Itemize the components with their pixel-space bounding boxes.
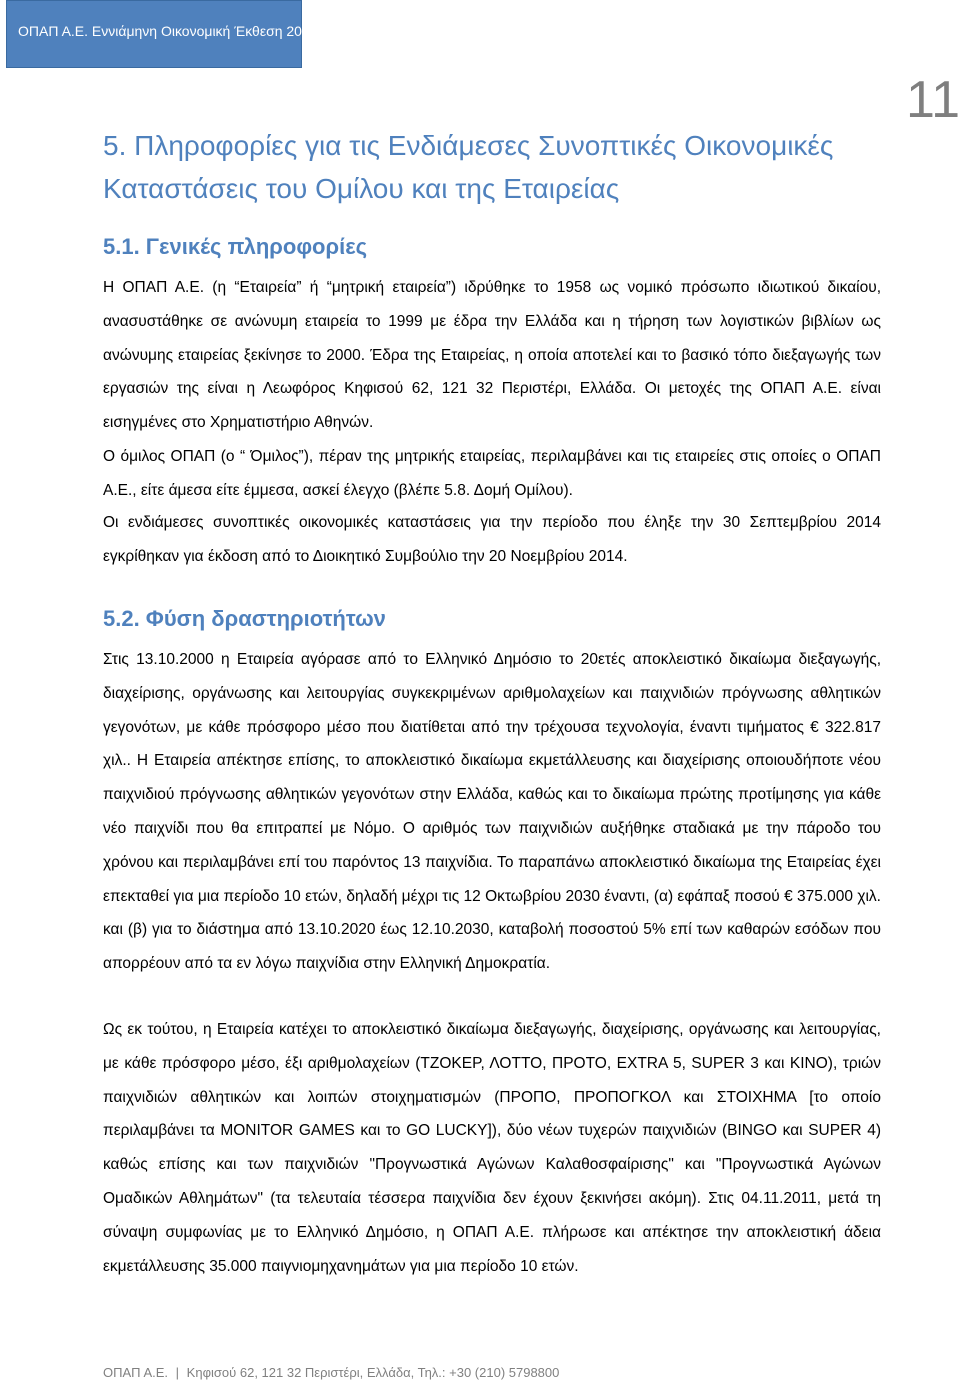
subsection-title-general-info: 5.1. Γενικές πληροφορίες (103, 234, 368, 259)
paragraph-exclusive-right: Στις 13.10.2000 η Εταιρεία αγόρασε από το Ελληνικό Δημόσιο το 20ετές αποκλειστικό δικαίωμα διεξαγωγής, διαχείρισης, οργάνωσης και λειτουργίας συγκεκριμένων αριθμολαχείων και παιχνιδιών πρόγνωσης αθλητικών γεγονότων, με κάθε πρόσφορο μέσο που διατίθεται από την τρέχουσα τεχνολογία, έναντι τιμήματος € 322.817 χιλ.. Η Εταιρεία απέκτησε επίσης, το αποκλειστικό δικαίωμα εκμετάλλευσης και διαχείρισης οποιουδήποτε νέου παιχνιδιού πρόγνωσης αθλητικών γεγονότων στην Ελλάδα, καθώς και το δικαίωμα πρώτης προτίμησης για κάθε νέο παιχνίδι που θα επιτραπεί με Νόμο. Ο αριθμός των παιχνιδιών αυξήθηκε σταδιακά με την πάροδο του χρόνου και περιλαμβάνει επί του παρόντος 13 παιχνίδια. Το παραπάνω αποκλειστικό δικαίωμα της Εταιρείας έχει επεκταθεί για μια περίοδο 10 ετών, δηλαδή μέχρι τις 12 Οκτωβρίου 2030 έναντι, (α) εφάπαξ ποσού € 375.000 χιλ. και (β) για το διάστημα από 13.10.2020 έως 12.10.2030, καταβολή ποσοστού 5% επί των καθαρών εσόδων που απορρέουν από τα εν λόγω παιχνίδια στην Ελληνική Δημοκρατία. (103, 651, 881, 973)
page-number: 11 (906, 71, 960, 129)
subsection-title-nature-of-activities: 5.2. Φύση δραστηριοτήτων (103, 606, 386, 631)
footer-address: Κηφισού 62, 121 32 Περιστέρι, Ελλάδα, Τηλ.: +30 (210) 5798800 (186, 1365, 560, 1380)
header-tab (6, 0, 318, 68)
paragraph-approval: Οι ενδιάμεσες συνοπτικές οικονομικές καταστάσεις για την περίοδο που έληξε την 30 Σεπτεμβρίου 2014 εγκρίθηκαν για έκδοση από το Διοικητικό Συμβούλιο την 20 Νοεμβρίου 2014. (103, 514, 881, 565)
footer-separator: | (175, 1365, 180, 1380)
footer-company: ΟΠΑΠ Α.Ε. (103, 1365, 169, 1380)
paragraph-games-list: Ως εκ τούτου, η Εταιρεία κατέχει το αποκλειστικό δικαίωμα διεξαγωγής, διαχείρισης, οργάνωσης και λειτουργίας, με κάθε πρόσφορο μέσο, έξι αριθμολαχείων (ΤΖΟΚΕΡ, ΛΟΤΤΟ, ΠΡΟΤΟ, EXTRA 5, SUPER 3 και ΚΙΝΟ), τριών παιχνιδιών αθλητικών και λοιπών στοιχηματισμών (ΠΡΟΠΟ, ΠΡΟΠΟΓΚΟΛ και ΣΤΟΙΧΗΜΑ [το οποίο περιλαμβάνει τα MONITOR GAMES και το GO LUCKY]), δύο νέων τυχερών παιχνιδιών (BINGO και SUPER 4) καθώς επίσης και των παιχνιδιών "Προγνωστικά Αγώνων Καλαθοσφαίρισης" και "Προγνωστικά Αγώνων Ομαδικών Αθλημάτων" (τα τελευταία τέσσερα παιχνίδια δεν έχουν ξεκινήσει ακόμη). Στις 04.11.2011, μετά τη σύναψη συμφωνίας με το Ελληνικό Δημόσιο, η ΟΠΑΠ Α.Ε. πλήρωσε και απέκτησε την αποκλειστική άδεια εκμετάλλευσης 35.000 παιγνιομηχανημάτων για μια περίοδο 10 ετών. (103, 1021, 881, 1275)
paragraph-group-definition: Ο όμιλος ΟΠΑΠ (ο “ Όμιλος”), πέραν της μητρικής εταιρείας, περιλαμβάνει και τις εταιρείες στις οποίες ο ΟΠΑΠ Α.Ε., είτε άμεσα είτε έμμεσα, ασκεί έλεγχο (βλέπε 5.8. Δομή Ομίλου). (103, 448, 881, 499)
header-tab-text: ΟΠΑΠ Α.Ε. Εννιάμηνη Οικονομική Έκθεση 2014 (18, 23, 318, 39)
paragraph-company-background: Η ΟΠΑΠ Α.Ε. (η “Εταιρεία” ή “μητρική εταιρεία”) ιδρύθηκε το 1958 ως νομικό πρόσωπο ιδιωτικού δικαίου, ανασυστάθηκε σε ανώνυμη εταιρεία το 1999 με έδρα την Ελλάδα και η τήρηση των λογιστικών βιβλίων ως ανώνυμης εταιρείας ξεκίνησε το 2000. Έδρα της Εταιρείας, η οποία αποτελεί και το βασικό τόπο διεξαγωγής των εργασιών της είναι η Λεωφόρος Κηφισού 62, 121 32 Περιστέρι, Ελλάδα. Οι μετοχές της ΟΠΑΠ Α.Ε. είναι εισηγμένες στο Χρηματιστήριο Αθηνών. (103, 279, 881, 432)
section-title: 5. Πληροφορίες για τις Ενδιάμεσες Συνοπτικές Οικονομικές Καταστάσεις του Ομίλου και της Εταιρείας (103, 130, 834, 204)
page-footer (103, 1365, 559, 1380)
